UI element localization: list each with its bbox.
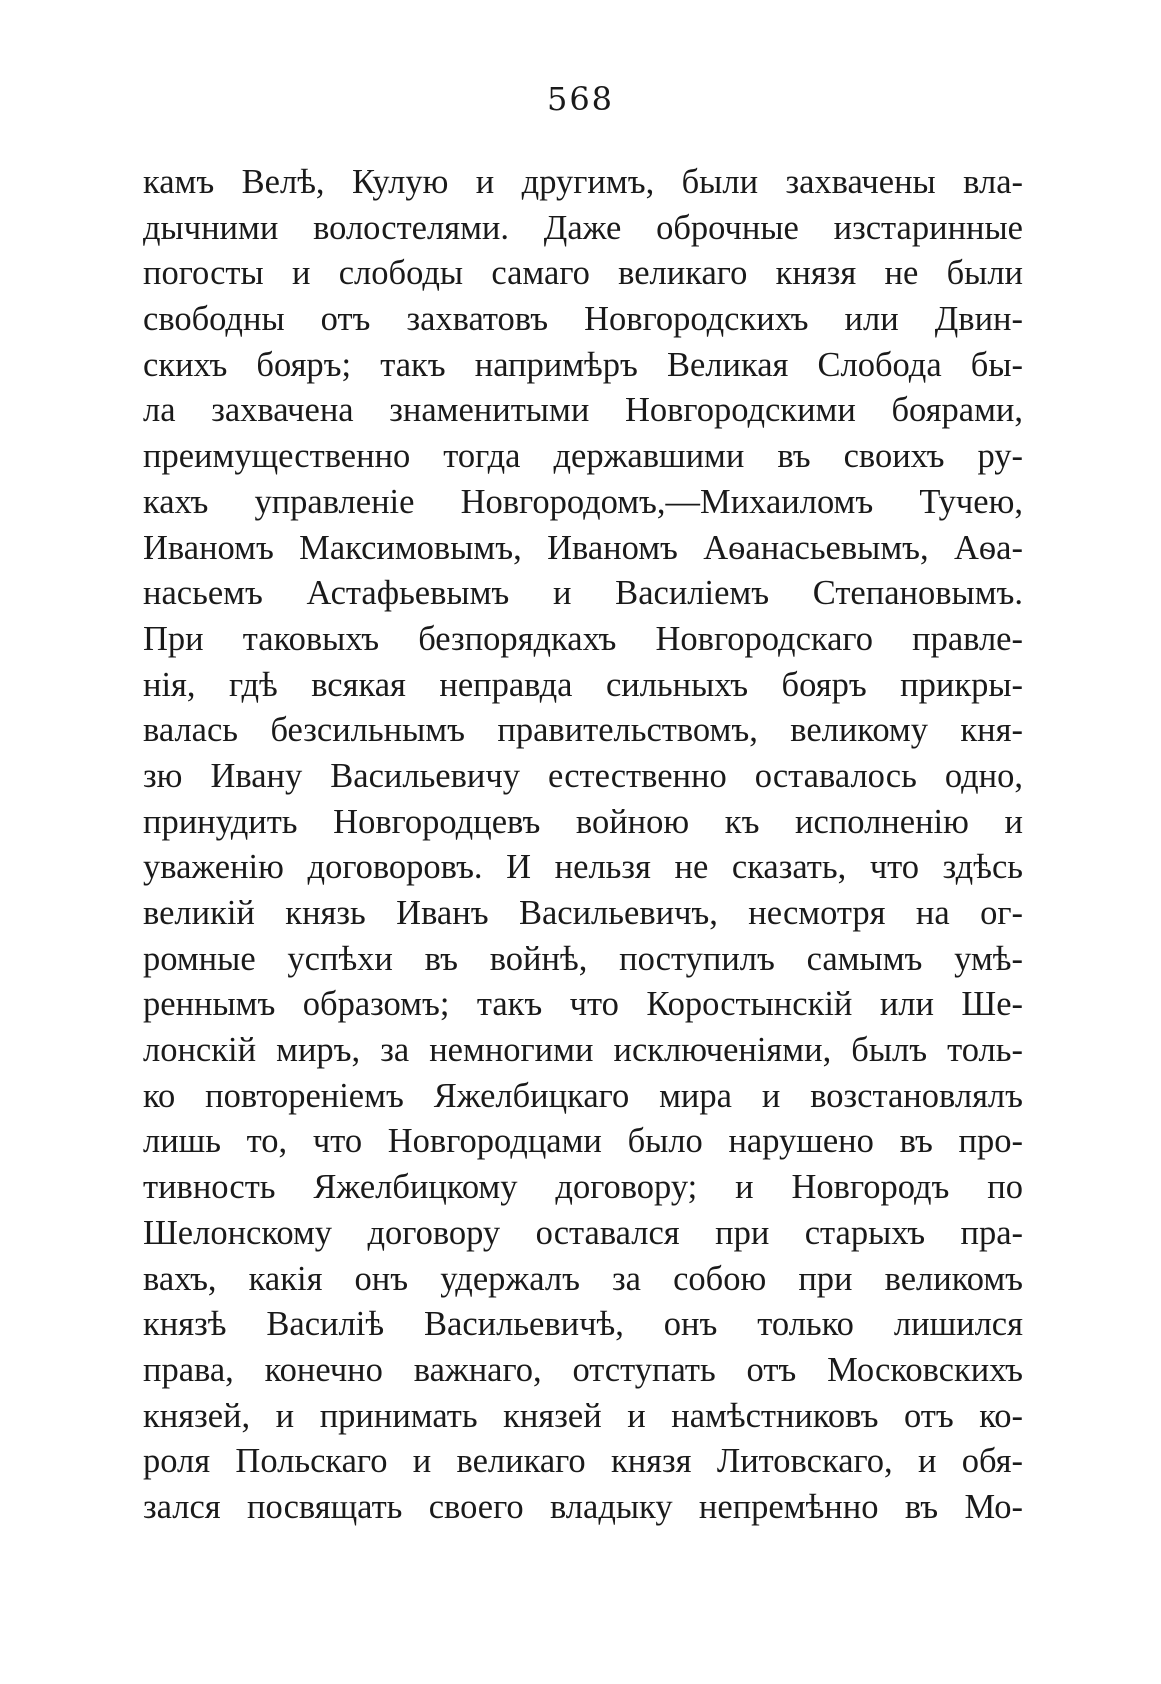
text-line: князѣ Василіѣ Васильевичѣ, онъ только лишился	[143, 1305, 1023, 1344]
text-line: лонскій миръ, за немногими исключеніями, былъ толь-	[143, 1031, 1023, 1070]
text-line: принудить Новгородцевъ войною къ исполненію и	[143, 802, 1023, 841]
text-line: свободны отъ захватовъ Новгородскихъ или Двин-	[143, 300, 1023, 339]
text-line: ромные успѣхи въ войнѣ, поступилъ самымъ умѣ-	[143, 939, 1023, 978]
text-line: права, конечно важнаго, отступать отъ Московскихъ	[143, 1350, 1023, 1389]
text-line: тивность Яжелбицкому договору; и Новгородъ по	[143, 1168, 1023, 1207]
text-line: камъ Велѣ, Кулую и другимъ, были захвачены вла-	[143, 163, 1023, 201]
text-line: роля Польскаго и великаго князя Литовскаго, и обя-	[143, 1442, 1023, 1481]
text-line: Иваномъ Максимовымъ, Иваномъ Аѳанасьевымъ, Аѳа-	[143, 528, 1023, 567]
page-number: 568	[546, 80, 615, 118]
text-line: валась безсильнымъ правительствомъ, великому кня-	[143, 711, 1023, 750]
text-line: преимущественно тогда державшими въ своихъ ру-	[143, 437, 1023, 476]
text-line: зю Ивану Васильевичу естественно оставалось одно,	[143, 756, 1023, 795]
text-line: кахъ управленіе Новгородомъ,—Михаиломъ Тучею,	[143, 482, 1023, 521]
text-line: великій князь Иванъ Васильевичъ, несмотря на ог-	[143, 894, 1023, 932]
body-text	[143, 160, 1023, 1531]
text-line: нія, гдѣ всякая неправда сильныхъ бояръ прикры-	[143, 665, 1023, 704]
text-line: зался посвящать своего владыку непремѣнно въ Мо-	[143, 1487, 1023, 1526]
text-line: вахъ, какія онъ удержалъ за собою при великомъ	[143, 1259, 1023, 1298]
text-line: насьемъ Астафьевымъ и Василіемъ Степановымъ.	[143, 574, 1023, 613]
text-line: лишь то, что Новгородцами было нарушено въ про-	[143, 1122, 1023, 1161]
text-line: ла захвачена знаменитыми Новгородскими боярами,	[143, 391, 1023, 430]
text-line: князей, и принимать князей и намѣстниковъ отъ ко-	[143, 1396, 1023, 1435]
text-line: уваженію договоровъ. И нельзя не сказать, что здѣсь	[143, 848, 1023, 887]
text-line: скихъ бояръ; такъ напримѣръ Великая Слобода бы-	[143, 345, 1023, 384]
text-line: реннымъ образомъ; такъ что Коростынскій или Ше-	[143, 985, 1023, 1024]
text-line: При таковыхъ безпорядкахъ Новгородскаго правле-	[143, 619, 1023, 658]
text-line: ко повтореніемъ Яжелбицкаго мира и возстановлялъ	[143, 1076, 1023, 1115]
text-line: погосты и слободы самаго великаго князя не были	[143, 254, 1023, 293]
text-line: Шелонскому договору оставался при старыхъ пра-	[143, 1213, 1023, 1252]
text-line: дычними волостелями. Даже оброчные изстаринные	[143, 208, 1023, 247]
